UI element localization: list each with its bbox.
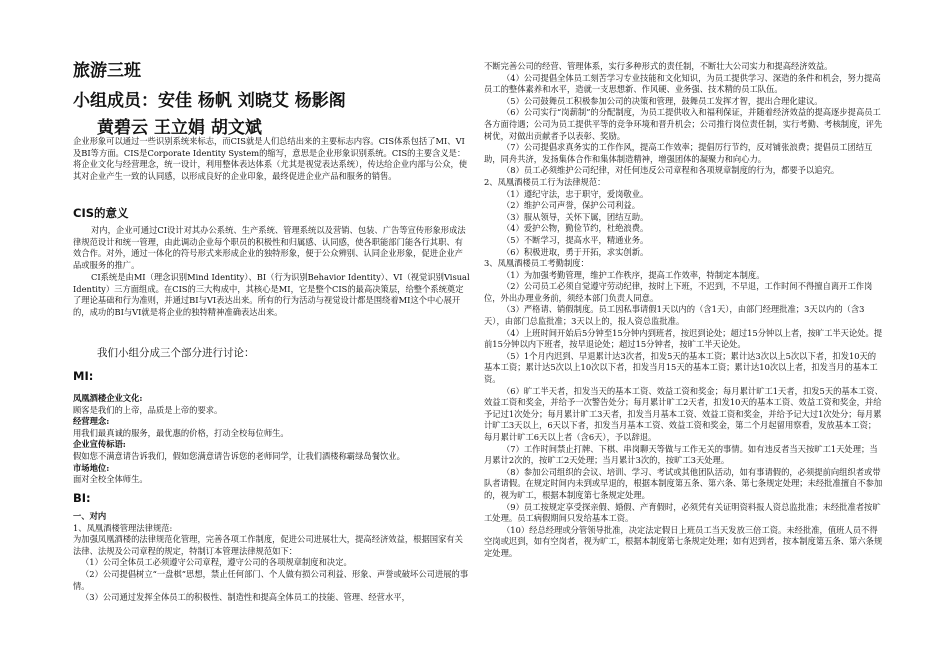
- bi-item-1: （1）公司全体员工必须遵守公司章程，遵守公司的各项规章制度和决定。: [81, 557, 352, 568]
- bi-heading: BI:: [73, 491, 91, 505]
- attendance-item-6: （6）旷工半天者，扣发当天的基本工资、效益工资和奖金；每月累计旷工1天者，扣发5天的基本工资、效益工资和奖金，并给予一次警告处分；每月累计旷工2天者，扣发10天的基本工资、效益工资和奖金，并给予记过1次处分；每月累计旷工3天者，扣发当月基本工资、效益工资和奖金，并给予记大过1次处分；每月累计旷工3天以上，6天以下者，扣发当月基本工资、效益工资和奖金，第二个月起留用察看，发放基本工资；每月累计旷工6天以上者（含6天），予以辞退。: [484, 385, 883, 442]
- attendance-item-2: （2）公司员工必须自觉遵守劳动纪律，按时上下班，不迟到，不早退，工作时间不得擅自离开工作岗位，外出办理业务前，须经本部门负责人同意。: [484, 281, 873, 303]
- cis-paragraph-1: [73, 225, 471, 271]
- attendance-item-3: （3）严格请、销假制度。员工因私事请假1天以内的（含1天），由部门经理批准；3天以内的（含3天），由部门总监批准；3天以上的，报人资总监批准。: [484, 304, 865, 327]
- cis-paragraph-2-text: CI系统是由MI（理念识别Mind Identity）、BI（行为识别Behavior Identity）、VI（视觉识别Visual Identity）三方面组成。在CIS的三大构成中，其核心是MI，它是整个CIS的最高决策层，给整个系统奠定了理论基础和行为准则，并通过BI与VI表达出来。所有的行为活动与视觉设计都是围绕着MI这个中心展开的，成功的BI与VI就是将企业的独特精神准确表达出来。: [73, 272, 470, 317]
- mi-philosophy-text: 用我们最真诚的服务，最优惠的价格，打动全校每位师生。: [73, 427, 289, 438]
- attendance-item-10: （10）经总经理或分管领导批准，决定法定假日上班员工当天发放三倍工资。未经批准，值班人员不得空岗或迟到，如有空岗者，视为旷工，根据本制度第七条规定处理；如有迟到者，按本制度第五条、第六条规定处理。: [484, 524, 883, 558]
- attendance-item-5: （5）1个月内迟到、早退累计达3次者，扣发5天的基本工资；累计达3次以上5次以下者，扣发10天的基本工资；累计达5次以上10次以下者，扣发当月15天的基本工资；累计达10次以上者，扣发当月的基本工资。: [484, 350, 878, 385]
- mi-heading: MI:: [73, 369, 94, 383]
- bi-item-3: （3）公司通过发挥全体员工的积极性、制造性和提高全体员工的技能、管理、经营水平，: [81, 592, 410, 603]
- conduct-item-2: （2）维护公司声誉，保护公司利益。: [502, 200, 641, 211]
- bi-section: [73, 511, 471, 604]
- page-title: 旅游三班: [73, 61, 141, 81]
- mi-culture-label: 凤凰酒楼企业文化:: [73, 393, 143, 403]
- cis-paragraph-2: [73, 272, 471, 318]
- attendance-item-4: （4）上班时间开始后5分钟至15分钟内到班者，按迟到论处；超过15分钟以上者，按旷工半天论处。提前15分钟以内下班者，按早退论处；超过15分钟者，按旷工半天论处。: [484, 327, 883, 350]
- intro-text: 企业形象可以通过一些识别系统来标志，而CIS就是人们总结出来的主要标志内容。CIS体系包括了MI、VI及BI等方面。CIS是Corporate Identity System的缩写，意思是企业形象识别系统。CIS的主要含义是：将企业文化与经营理念，统一设计，利用整体表达体系（尤其是视觉表达系统），传达给企业内部与公众，使其对企业产生一致的认同感，以形成良好的企业印象，最终促进企业产品和服务的销售。: [73, 136, 468, 181]
- mi-philosophy-label: 经营理念:: [73, 416, 110, 427]
- mi-market-text: 面对全校全体师生。: [73, 474, 148, 485]
- conduct-rules-heading: 2、凤凰酒楼员工行为法律规范：: [484, 176, 606, 187]
- rule-item-7: （7）公司提倡求真务实的工作作风，提高工作效率；提倡厉行节约，反对铺张浪费；提倡员工团结互助，同舟共济，发扬集体合作和集体制造精神，增强团体的凝聚力和向心力。: [484, 142, 873, 164]
- conduct-item-5: （5）不断学习，提高水平，精通业务。: [502, 234, 649, 245]
- rule-item-5: （5）公司鼓舞员工积极参加公司的决策和管理，鼓舞员工发挥才智，提出合理化建议。: [502, 95, 823, 106]
- rule-item-4: （4）公司提倡全体员工刻苦学习专业技能和文化知识，为员工提供学习、深造的条件和机会，努力提高员工的整体素养和水平，造就一支思想新、作风硬、业务强、技术精的员工队伍。: [484, 72, 881, 95]
- conduct-item-3: （3）服从领导，关怀下属，团结互助。: [502, 211, 649, 222]
- continued-text: 不断完善公司的经营、管理体系，实行多种形式的责任制，不断壮大公司实力和提高经济效益。: [484, 61, 833, 71]
- bi-intro-text: 为加强凤凰酒楼的法律规范化管理，完善各项工作制度，促进公司进展壮大，提高经济效益，根据国家有关法律、法规及公司章程的规定，特制订本管理法律规范如下：: [73, 534, 463, 556]
- cis-heading: CIS的意义: [73, 206, 129, 220]
- right-column-text: [484, 61, 884, 560]
- attendance-item-7: （7）工作时间禁止打牌、下棋、串岗聊天等做与工作无关的事情。如有违反者当天按旷工1天处理；当月累计2次的，按旷工2天处理；当月累计3次的，按旷工3天处理。: [484, 443, 878, 466]
- bi-rules-heading: 1、凤凰酒楼管理法律规范:: [73, 522, 173, 533]
- mi-section: [73, 393, 471, 486]
- group-members-line-2: 黄碧云 王立娟 胡文斌: [97, 118, 262, 138]
- intro-paragraph: [73, 136, 471, 182]
- mi-market-label: 市场地位:: [73, 462, 110, 473]
- rule-item-6: （6）公司实行“岗薪制”的分配制度，为员工提供收入和福利保证，并随着经济效益的提高逐步提高员工各方面待遇；公司为员工提供平等的竞争环境和晋升机会；公司推行岗位责任制，实行考勤、考核制度，评先树优，对做出贡献者予以表彰、奖励。: [484, 107, 883, 141]
- attendance-heading: 3、凤凰酒楼员工考勤制度：: [484, 258, 589, 269]
- bi-item-2: （2）公司提倡树立“一盘棋”思想，禁止任何部门、个人做有损公司利益、形象、声誉或破坏公司进展的事情。: [73, 568, 469, 591]
- group-members-line-1: 小组成员：安佳 杨帆 刘晓艾 杨影阁: [73, 91, 346, 111]
- mi-slogan-text: 假如您不满意请告诉我们，假如您满意请告诉您的老师同学，让我们酒楼称霸绿岛餐饮业。: [73, 450, 405, 461]
- conduct-item-1: （1）遵纪守法，忠于职守，爱岗敬业。: [502, 188, 649, 199]
- discussion-intro: 我们小组分成三个部分进行讨论：: [97, 347, 255, 359]
- mi-slogan-label: 企业宣传标语:: [73, 439, 126, 450]
- rule-item-8: （8）员工必须维护公司纪律，对任何违反公司章程和各项规章制度的行为，都要予以追究。: [502, 165, 840, 176]
- attendance-item-8: （8）参加公司组织的会议、培训、学习、考试或其他团队活动，如有事请假的，必须提前向组织者或带队者请假。在规定时间内未到或早退的，根据本制度第五条、第六条、第七条规定处理；未经批准擅自不参加的，视为旷工，根据本制度第七条规定处理。: [484, 466, 883, 500]
- conduct-item-6: （6）积极进取，勇于开拓，求实创新。: [502, 246, 649, 257]
- bi-internal-heading: 一、对内: [73, 511, 107, 521]
- attendance-item-1: （1）为加强考勤管理，维护工作秩序，提高工作效率，特制定本制度。: [502, 269, 765, 280]
- mi-culture-text: 顾客是我们的上帝，品质是上帝的要求。: [73, 404, 223, 415]
- cis-paragraph-1-text: 对内，企业可通过CI设计对其办公系统、生产系统、管理系统以及营销、包装、广告等宣传形象形成法律规范设计和统一管理，由此调动企业每个职员的积极性和归属感、认同感，使各职能部门能各行其职、有效合作。对外，通过一体化的符号形式来形成企业的独特形象，便于公众辨别、认同企业形象，促进企业产品或服务的推广。: [73, 225, 466, 270]
- conduct-item-4: （4）爱护公物，勤俭节约，杜绝浪费。: [502, 223, 649, 234]
- attendance-item-9: （9）员工按规定享受探亲假、婚假、产育假时，必须凭有关证明资料报人资总监批准；未经批准者按旷工处理。员工病假期间只发给基本工资。: [484, 501, 881, 524]
